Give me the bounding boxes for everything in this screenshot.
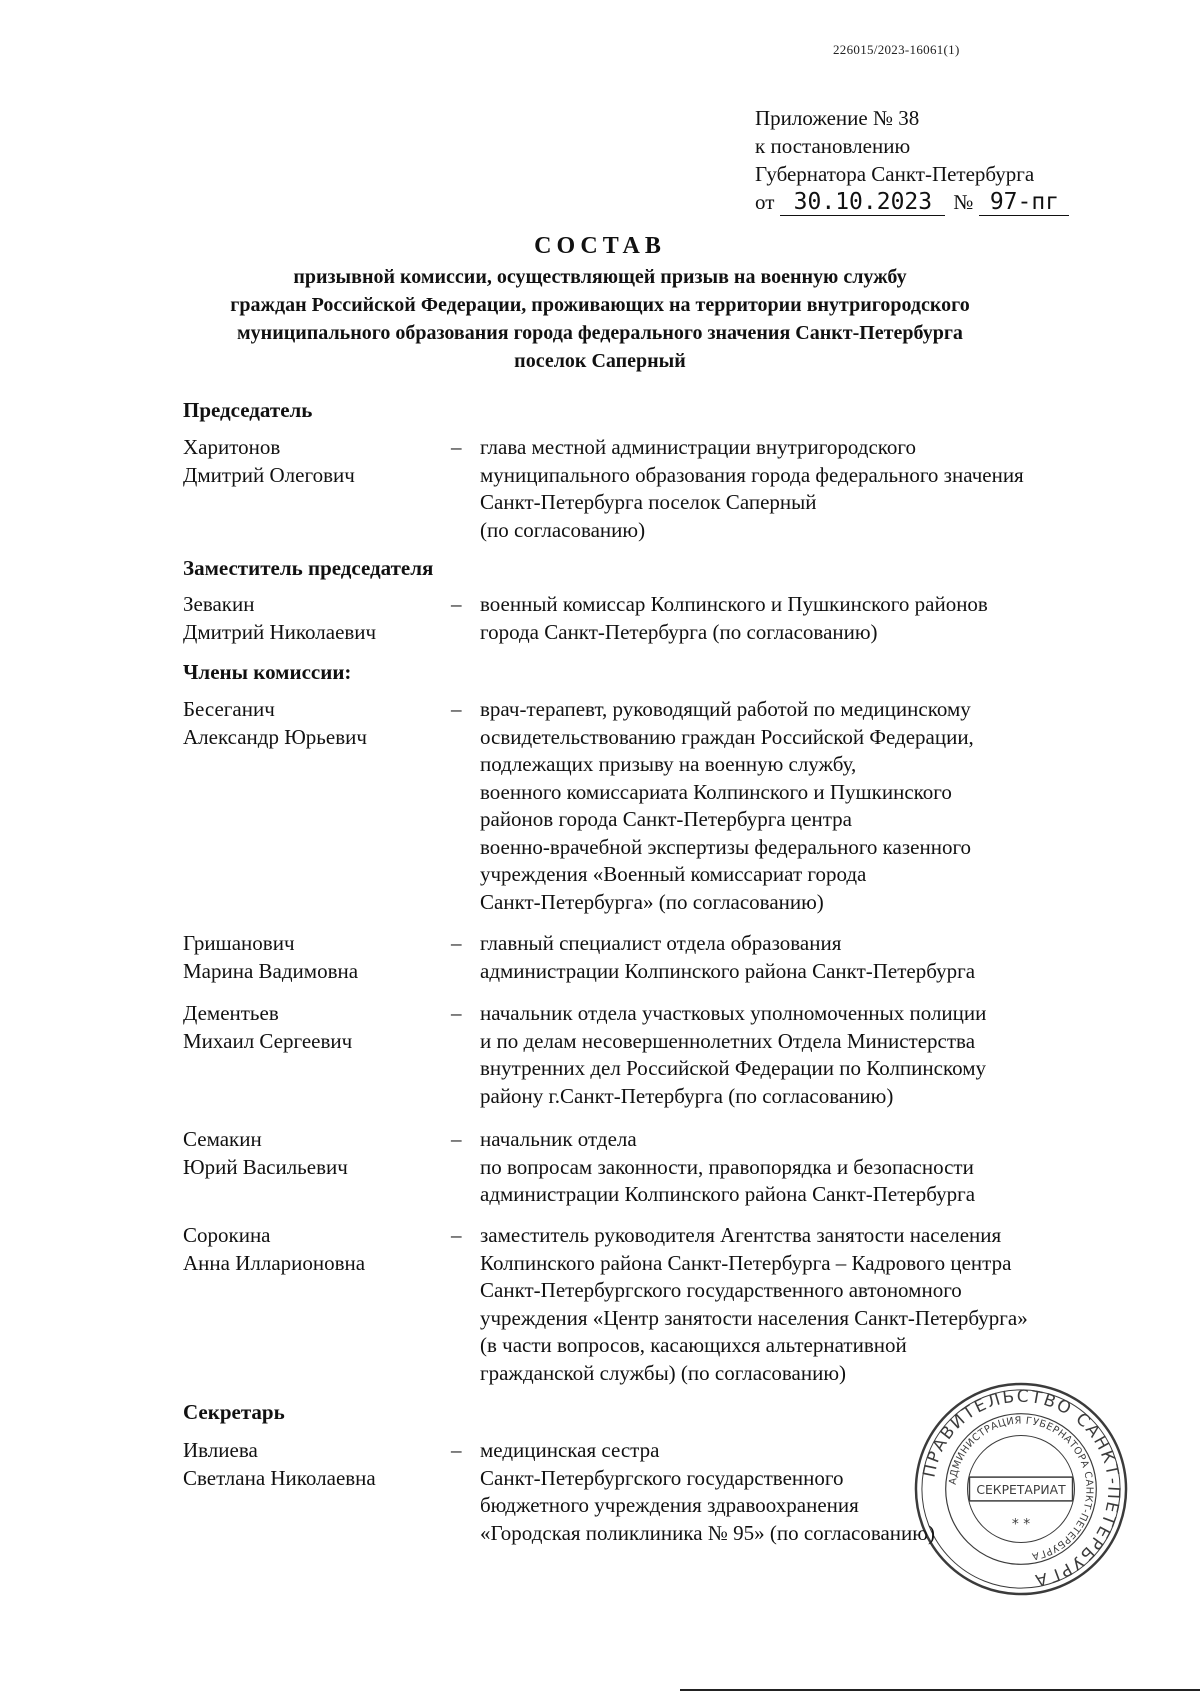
member-name: Ивлиева Светлана Николаевна	[183, 1438, 376, 1490]
subtitle-line: поселок Саперный	[514, 350, 686, 372]
member-position: медицинская сестра Санкт-Петербургского государственного бюджетного учреждения здравоохранения «Городская поликлиника № 95» (по согласованию)	[480, 1438, 935, 1545]
decree-number: 97-пг	[979, 189, 1069, 216]
member-name: Сорокина Анна Илларионовна	[183, 1223, 366, 1275]
member-name: Бесеганич Александр Юрьевич	[183, 697, 367, 749]
bottom-rule	[680, 1689, 1200, 1691]
dash: –	[451, 931, 462, 955]
dash: –	[451, 697, 462, 721]
section-secretary: Секретарь	[183, 1400, 285, 1424]
appendix-line: Приложение № 38	[755, 106, 920, 130]
appendix-line: к постановлению	[755, 134, 911, 158]
section-deputy-chairman: Заместитель председателя	[183, 556, 434, 580]
member-position: главный специалист отдела образования администрации Колпинского района Санкт-Петербурга	[480, 931, 976, 983]
member-name: Гришанович Марина Вадимовна	[183, 931, 359, 983]
member-name: Зевакин Дмитрий Николаевич	[183, 592, 377, 644]
seal-inner-text: АДМИНИСТРАЦИЯ ГУБЕРНАТОРА САНКТ-ПЕТЕРБУРГА	[947, 1415, 1095, 1562]
member-position: врач-терапевт, руководящий работой по медицинскому освидетельствованию граждан Российской Федерации, подлежащих призыву на военную службу, военного комиссариата Колпинского и Пушкинского районов города Санкт-Петербурга центра военно-врачебной экспертизы федерального казенного учреждения «Военный комиссариат города Санкт-Петербурга» (по согласованию)	[480, 697, 974, 914]
official-seal	[912, 1380, 1130, 1598]
document-title: СОСТАВ	[534, 233, 666, 259]
subtitle-line: муниципального образования города федерального значения Санкт-Петербурга	[237, 322, 963, 344]
appendix-date-line	[755, 188, 1069, 216]
dash: –	[451, 592, 462, 616]
date-prefix: от	[755, 190, 775, 214]
dash: –	[451, 1438, 462, 1462]
appendix-header	[755, 104, 1069, 216]
dash: –	[451, 1223, 462, 1247]
section-chairman: Председатель	[183, 398, 313, 422]
seal-outer-text: ПРАВИТЕЛЬСТВО САНКТ-ПЕТЕРБУРГА	[918, 1385, 1125, 1592]
seal-center-text: СЕКРЕТАРИАТ	[976, 1482, 1066, 1497]
subtitle-line: граждан Российской Федерации, проживающих на территории внутригородского	[230, 294, 970, 316]
number-prefix: №	[953, 190, 974, 214]
member-position: начальник отдела по вопросам законности, правопорядка и безопасности администрации Колпинского района Санкт-Петербурга	[480, 1127, 976, 1206]
member-name: Дементьев Михаил Сергеевич	[183, 1001, 353, 1053]
dash: –	[451, 435, 462, 459]
member-name: Семакин Юрий Васильевич	[183, 1127, 348, 1179]
member-name: Харитонов Дмитрий Олегович	[183, 435, 355, 487]
dash: –	[451, 1001, 462, 1025]
member-position: глава местной администрации внутригородского муниципального образования города федерального значения Санкт-Петербурга поселок Саперный (по согласованию)	[480, 435, 1024, 542]
seal-star-icon: * *	[1011, 1516, 1031, 1533]
decree-date: 30.10.2023	[780, 189, 945, 216]
member-position: военный комиссар Колпинского и Пушкинского районов города Санкт-Петербурга (по согласованию)	[480, 592, 988, 644]
document-registration-number: 226015/2023-16061(1)	[833, 42, 960, 57]
subtitle-line: призывной комиссии, осуществляющей призыв на военную службу	[293, 266, 907, 288]
section-members: Члены комиссии:	[183, 660, 352, 684]
appendix-line: Губернатора Санкт-Петербурга	[755, 162, 1035, 186]
dash: –	[451, 1127, 462, 1151]
member-position: начальник отдела участковых уполномоченных полиции и по делам несовершеннолетних Отдела Министерства внутренних дел Российской Федерации по Колпинскому району г.Санкт-Петербурга (по согласованию)	[480, 1001, 987, 1108]
member-position: заместитель руководителя Агентства занятости населения Колпинского района Санкт-Петербурга – Кадрового центра Санкт-Петербургского государственного автономного учреждения «Центр занятости населения Санкт-Петербурга» (в части вопросов, касающихся альтернативной гражданской службы) (по согласованию)	[480, 1223, 1028, 1385]
document-subtitle	[180, 263, 1020, 375]
